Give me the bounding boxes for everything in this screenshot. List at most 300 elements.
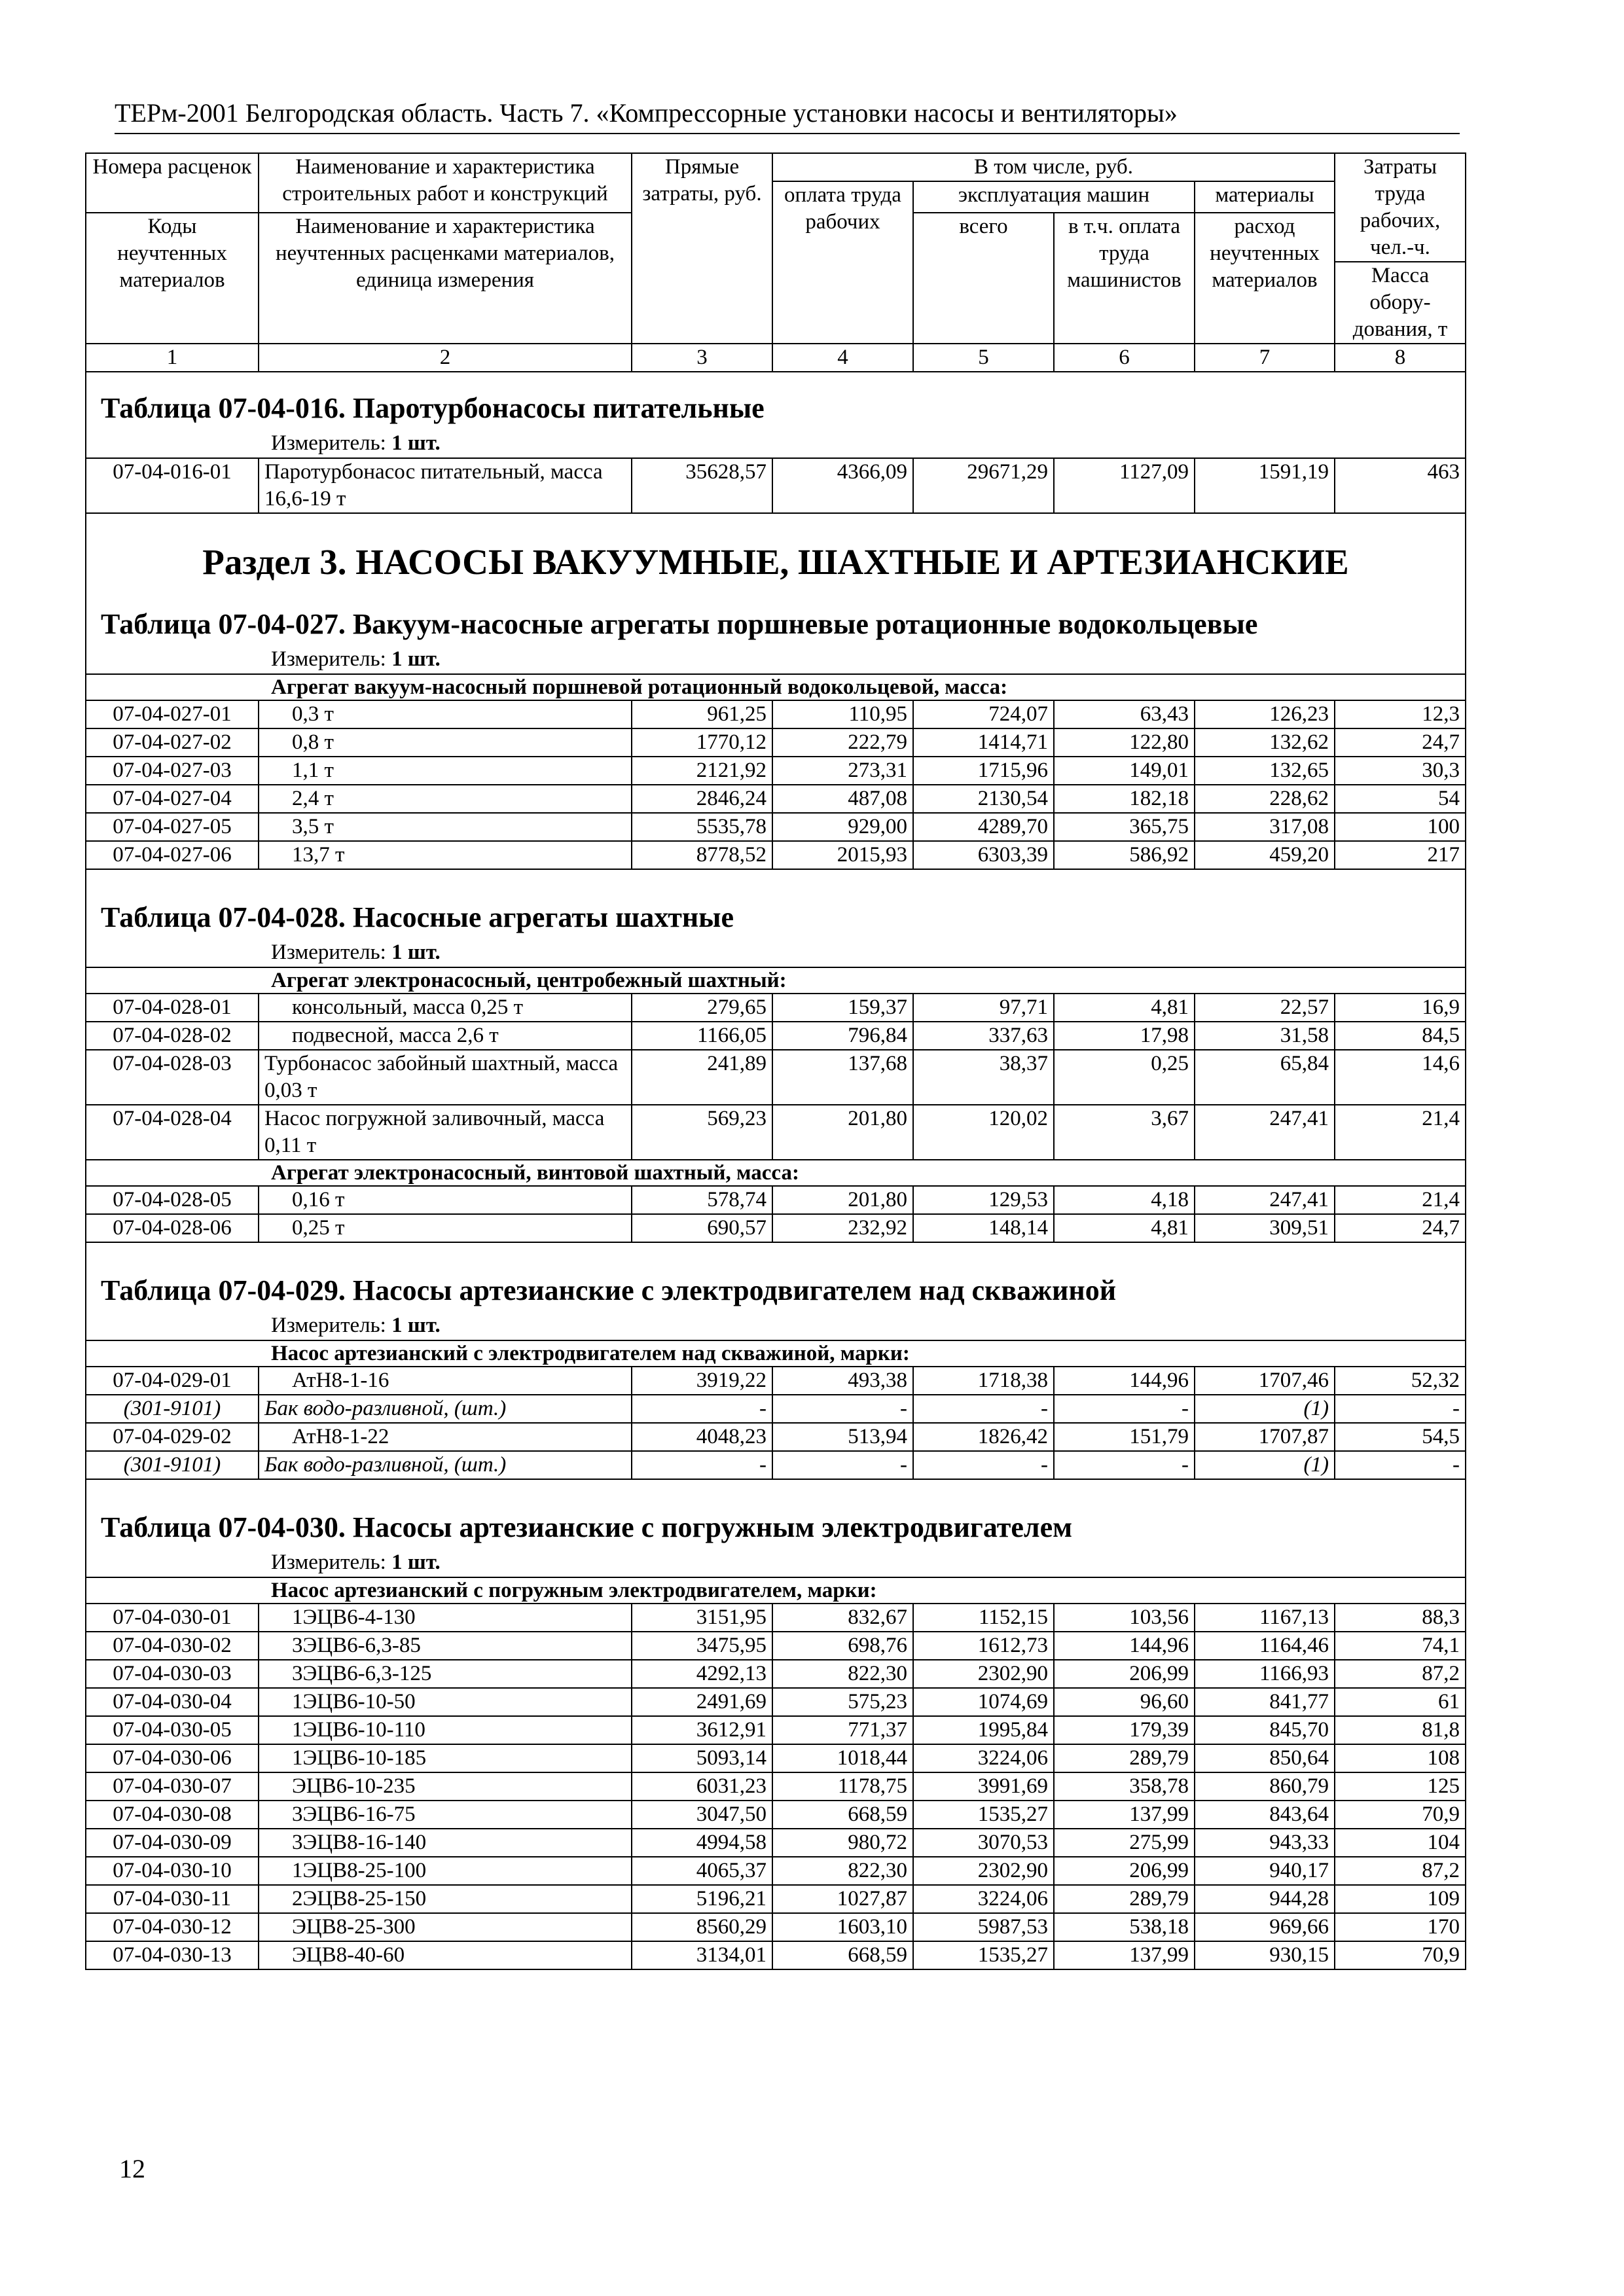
material-name: Бак водо-разливной, (шт.) <box>259 1451 632 1479</box>
material-m6: - <box>1054 1395 1195 1423</box>
col-8-subheader: Масса обору-дования, т <box>1335 262 1466 344</box>
table-row <box>86 813 1466 841</box>
rate-name: Турбонасос забойный шахтный, масса 0,03 т <box>259 1050 632 1105</box>
rate-name: 0,3 т <box>259 700 632 728</box>
rate-name: 3ЭЦВ6-6,3-125 <box>259 1660 632 1688</box>
rate-code: 07-04-030-11 <box>86 1885 259 1913</box>
value-v8: 24,7 <box>1335 728 1466 757</box>
value-v4: 232,92 <box>772 1214 913 1242</box>
value-v7: 247,41 <box>1195 1105 1335 1160</box>
value-v3: 3475,95 <box>632 1632 772 1660</box>
rate-code: 07-04-029-01 <box>86 1367 259 1395</box>
value-v7: 31,58 <box>1195 1022 1335 1050</box>
value-v6: 4,81 <box>1054 994 1195 1022</box>
value-v3: 2491,69 <box>632 1688 772 1716</box>
value-v8: 84,5 <box>1335 1022 1466 1050</box>
value-v3: 4065,37 <box>632 1857 772 1885</box>
measure-line <box>86 645 1466 674</box>
group-heading: Агрегат вакуум-насосный поршневой ротационный водокольцевой, масса: <box>86 674 1466 700</box>
value-v6: 358,78 <box>1054 1772 1195 1801</box>
table-row <box>86 728 1466 757</box>
table-row <box>86 1214 1466 1242</box>
value-v5: 3991,69 <box>913 1772 1054 1801</box>
measure-label: Измеритель: <box>271 1551 386 1574</box>
rate-name: 1ЭЦВ6-4-130 <box>259 1604 632 1632</box>
value-v8: 70,9 <box>1335 1801 1466 1829</box>
value-v7: 930,15 <box>1195 1941 1335 1969</box>
value-v3: 4292,13 <box>632 1660 772 1688</box>
table-title: Таблица 07-04-030. Насосы артезианские с погружным электродвигателем <box>86 1492 1466 1548</box>
material-m7: (1) <box>1195 1395 1335 1423</box>
table-row <box>86 994 1466 1022</box>
material-m8: - <box>1335 1395 1466 1423</box>
value-v5: 1612,73 <box>913 1632 1054 1660</box>
value-v6: 17,98 <box>1054 1022 1195 1050</box>
table-row <box>86 1105 1466 1160</box>
rate-name: 3ЭЦВ8-16-140 <box>259 1829 632 1857</box>
material-m5: - <box>913 1451 1054 1479</box>
value-v3: 569,23 <box>632 1105 772 1160</box>
value-v5: 120,02 <box>913 1105 1054 1160</box>
running-header: ТЕРм-2001 Белгородская область. Часть 7. «Компрессорные установки насосы и вентиляторы» <box>115 98 1178 128</box>
value-v8: 14,6 <box>1335 1050 1466 1105</box>
value-v4: 513,94 <box>772 1423 913 1451</box>
value-v6: 4,81 <box>1054 1214 1195 1242</box>
table-row <box>86 1050 1466 1105</box>
value-v4: 493,38 <box>772 1367 913 1395</box>
group-heading: Агрегат электронасосный, центробежный шахтный: <box>86 967 1466 994</box>
column-number: 5 <box>913 344 1054 372</box>
value-v7: 943,33 <box>1195 1829 1335 1857</box>
value-v6: 586,92 <box>1054 841 1195 869</box>
section-title: Раздел 3. НАСОСЫ ВАКУУМНЫЕ, ШАХТНЫЕ И АРТЕЗИАНСКИЕ <box>86 513 1466 588</box>
value-v8: 81,8 <box>1335 1716 1466 1744</box>
value-v3: 3612,91 <box>632 1716 772 1744</box>
table-row <box>86 1857 1466 1885</box>
value-v6: 206,99 <box>1054 1660 1195 1688</box>
measure-label: Измеритель: <box>271 647 386 671</box>
value-v8: 87,2 <box>1335 1857 1466 1885</box>
value-v7: 1164,46 <box>1195 1632 1335 1660</box>
rate-name: 0,8 т <box>259 728 632 757</box>
value-v7: 850,64 <box>1195 1744 1335 1772</box>
value-v8: 52,32 <box>1335 1367 1466 1395</box>
value-v6: 4,18 <box>1054 1186 1195 1214</box>
rate-code: 07-04-027-05 <box>86 813 259 841</box>
value-v4: 796,84 <box>772 1022 913 1050</box>
rate-name: 0,16 т <box>259 1186 632 1214</box>
measure-line <box>86 1548 1466 1577</box>
value-v7: 843,64 <box>1195 1801 1335 1829</box>
rate-name: 3ЭЦВ6-6,3-85 <box>259 1632 632 1660</box>
materials-header: материалы <box>1195 181 1335 213</box>
value-v6: 182,18 <box>1054 785 1195 813</box>
measure-value: 1 шт. <box>391 647 441 671</box>
column-number: 7 <box>1195 344 1335 372</box>
rate-code: 07-04-030-07 <box>86 1772 259 1801</box>
col-6-header: в т.ч. оплата труда машинистов <box>1054 213 1195 344</box>
measure-label: Измеритель: <box>271 941 386 964</box>
rate-code: 07-04-028-06 <box>86 1214 259 1242</box>
value-v4: 1178,75 <box>772 1772 913 1801</box>
table-row <box>86 841 1466 869</box>
column-number: 2 <box>259 344 632 372</box>
column-number-row <box>86 344 1466 372</box>
value-v5: 97,71 <box>913 994 1054 1022</box>
value-v3: 961,25 <box>632 700 772 728</box>
rate-name: 3,5 т <box>259 813 632 841</box>
rate-code: 07-04-027-03 <box>86 757 259 785</box>
group-row <box>86 967 1466 994</box>
rate-code: 07-04-027-01 <box>86 700 259 728</box>
value-v7: 22,57 <box>1195 994 1335 1022</box>
measure-value: 1 шт. <box>391 1314 441 1337</box>
value-v8: 87,2 <box>1335 1660 1466 1688</box>
value-v6: 103,56 <box>1054 1604 1195 1632</box>
value-v8: 88,3 <box>1335 1604 1466 1632</box>
rate-name: 1ЭЦВ8-25-100 <box>259 1857 632 1885</box>
measure-line <box>86 938 1466 967</box>
value-v7: 944,28 <box>1195 1885 1335 1913</box>
value-v8: 70,9 <box>1335 1941 1466 1969</box>
value-v4: 575,23 <box>772 1688 913 1716</box>
value-v3: 690,57 <box>632 1214 772 1242</box>
table-row <box>86 1801 1466 1829</box>
spacer <box>86 869 1466 882</box>
col-7-header: расход неучтенных материалов <box>1195 213 1335 344</box>
col-1-subheader: Коды неучтенных материалов <box>86 213 259 344</box>
value-v3: 578,74 <box>632 1186 772 1214</box>
value-v3: 3134,01 <box>632 1941 772 1969</box>
value-v5: 3070,53 <box>913 1829 1054 1857</box>
column-number: 6 <box>1054 344 1195 372</box>
material-m3: - <box>632 1451 772 1479</box>
value-v4: 1027,87 <box>772 1885 913 1913</box>
spacer <box>86 1242 1466 1255</box>
table-title-row <box>86 882 1466 938</box>
value-v3: 3151,95 <box>632 1604 772 1632</box>
value-v3: 3047,50 <box>632 1801 772 1829</box>
table-row <box>86 785 1466 813</box>
value-v4: 1603,10 <box>772 1913 913 1941</box>
value-v4: 201,80 <box>772 1105 913 1160</box>
page-number: 12 <box>119 2154 145 2183</box>
rate-name: 1ЭЦВ6-10-185 <box>259 1744 632 1772</box>
value-v7: 132,65 <box>1195 757 1335 785</box>
value-v4: 4366,09 <box>772 458 913 513</box>
value-v4: 1018,44 <box>772 1744 913 1772</box>
value-v5: 6303,39 <box>913 841 1054 869</box>
value-v5: 2302,90 <box>913 1857 1054 1885</box>
value-v7: 1707,87 <box>1195 1423 1335 1451</box>
rate-code: 07-04-030-09 <box>86 1829 259 1857</box>
measure-value: 1 шт. <box>391 941 441 964</box>
value-v8: 24,7 <box>1335 1214 1466 1242</box>
group-row <box>86 674 1466 700</box>
value-v6: 275,99 <box>1054 1829 1195 1857</box>
value-v7: 317,08 <box>1195 813 1335 841</box>
value-v6: 365,75 <box>1054 813 1195 841</box>
table-body <box>86 153 1466 1969</box>
value-v7: 228,62 <box>1195 785 1335 813</box>
table-row <box>86 1423 1466 1451</box>
value-v8: 54,5 <box>1335 1423 1466 1451</box>
rate-code: 07-04-028-04 <box>86 1105 259 1160</box>
value-v5: 1074,69 <box>913 1688 1054 1716</box>
group-heading: Агрегат электронасосный, винтовой шахтный, масса: <box>86 1160 1466 1186</box>
value-v6: 144,96 <box>1054 1632 1195 1660</box>
table-row <box>86 1688 1466 1716</box>
material-m5: - <box>913 1395 1054 1423</box>
table-title-row <box>86 588 1466 645</box>
value-v7: 845,70 <box>1195 1716 1335 1744</box>
estimate-table <box>85 152 1466 1970</box>
table-row <box>86 1186 1466 1214</box>
material-m4: - <box>772 1395 913 1423</box>
value-v7: 1707,46 <box>1195 1367 1335 1395</box>
value-v6: 96,60 <box>1054 1688 1195 1716</box>
value-v8: 125 <box>1335 1772 1466 1801</box>
value-v4: 668,59 <box>772 1801 913 1829</box>
value-v7: 132,62 <box>1195 728 1335 757</box>
col-3-header: Прямые затраты, руб. <box>632 153 772 344</box>
value-v7: 1166,93 <box>1195 1660 1335 1688</box>
rate-code: 07-04-030-08 <box>86 1801 259 1829</box>
value-v7: 940,17 <box>1195 1857 1335 1885</box>
rate-code: 07-04-016-01 <box>86 458 259 513</box>
value-v8: 61 <box>1335 1688 1466 1716</box>
value-v4: 822,30 <box>772 1857 913 1885</box>
rate-code: 07-04-027-04 <box>86 785 259 813</box>
rate-code: 07-04-030-04 <box>86 1688 259 1716</box>
value-v6: 1127,09 <box>1054 458 1195 513</box>
value-v3: 35628,57 <box>632 458 772 513</box>
value-v8: 100 <box>1335 813 1466 841</box>
header-rule <box>115 133 1460 134</box>
value-v5: 3224,06 <box>913 1744 1054 1772</box>
rate-name: 3ЭЦВ6-16-75 <box>259 1801 632 1829</box>
column-number: 4 <box>772 344 913 372</box>
table-row <box>86 1022 1466 1050</box>
value-v8: 74,1 <box>1335 1632 1466 1660</box>
rate-code: 07-04-028-03 <box>86 1050 259 1105</box>
value-v6: 289,79 <box>1054 1744 1195 1772</box>
value-v5: 1414,71 <box>913 728 1054 757</box>
rate-name: Паротурбонасос питательный, масса 16,6-19 т <box>259 458 632 513</box>
value-v6: 206,99 <box>1054 1857 1195 1885</box>
value-v3: 3919,22 <box>632 1367 772 1395</box>
value-v4: 980,72 <box>772 1829 913 1857</box>
rate-name: 1,1 т <box>259 757 632 785</box>
spacer-row <box>86 869 1466 882</box>
value-v4: 2015,93 <box>772 841 913 869</box>
value-v5: 5987,53 <box>913 1913 1054 1941</box>
rate-name: подвесной, масса 2,6 т <box>259 1022 632 1050</box>
rate-name: 0,25 т <box>259 1214 632 1242</box>
rate-name: 2,4 т <box>259 785 632 813</box>
material-m6: - <box>1054 1451 1195 1479</box>
table-row <box>86 1913 1466 1941</box>
value-v4: 110,95 <box>772 700 913 728</box>
rate-code: 07-04-030-06 <box>86 1744 259 1772</box>
measure-row <box>86 938 1466 967</box>
rate-code: 07-04-030-12 <box>86 1913 259 1941</box>
value-v5: 2302,90 <box>913 1660 1054 1688</box>
value-v4: 137,68 <box>772 1050 913 1105</box>
column-number: 3 <box>632 344 772 372</box>
column-number: 8 <box>1335 344 1466 372</box>
value-v7: 247,41 <box>1195 1186 1335 1214</box>
value-v8: 30,3 <box>1335 757 1466 785</box>
value-v8: 104 <box>1335 1829 1466 1857</box>
table-row <box>86 700 1466 728</box>
value-v3: 5535,78 <box>632 813 772 841</box>
table-title-row <box>86 1255 1466 1311</box>
incl-header: В том числе, руб. <box>772 153 1335 181</box>
value-v4: 771,37 <box>772 1716 913 1744</box>
rate-code: 07-04-030-05 <box>86 1716 259 1744</box>
group-heading: Насос артезианский с электродвигателем над скважиной, марки: <box>86 1340 1466 1367</box>
value-v5: 337,63 <box>913 1022 1054 1050</box>
value-v5: 29671,29 <box>913 458 1054 513</box>
value-v6: 137,99 <box>1054 1801 1195 1829</box>
value-v3: 5196,21 <box>632 1885 772 1913</box>
value-v7: 309,51 <box>1195 1214 1335 1242</box>
value-v6: 63,43 <box>1054 700 1195 728</box>
material-m7: (1) <box>1195 1451 1335 1479</box>
measure-row <box>86 645 1466 674</box>
col-4-header: оплата труда рабочих <box>772 181 913 344</box>
value-v6: 289,79 <box>1054 1885 1195 1913</box>
group-row <box>86 1577 1466 1604</box>
value-v7: 860,79 <box>1195 1772 1335 1801</box>
value-v5: 38,37 <box>913 1050 1054 1105</box>
rate-name: 1ЭЦВ6-10-50 <box>259 1688 632 1716</box>
measure-row <box>86 1311 1466 1340</box>
value-v8: 12,3 <box>1335 700 1466 728</box>
value-v5: 1826,42 <box>913 1423 1054 1451</box>
value-v4: 222,79 <box>772 728 913 757</box>
table-row <box>86 1772 1466 1801</box>
col-2-subheader: Наименование и характеристика неучтенных расценками материалов, единица измерения <box>259 213 632 344</box>
value-v8: 54 <box>1335 785 1466 813</box>
table-title: Таблица 07-04-029. Насосы артезианские с электродвигателем над скважиной <box>86 1255 1466 1311</box>
measure-label: Измеритель: <box>271 1314 386 1337</box>
spacer-row <box>86 1479 1466 1492</box>
measure-row <box>86 429 1466 458</box>
table-title-row <box>86 372 1466 429</box>
value-v5: 2130,54 <box>913 785 1054 813</box>
value-v7: 969,66 <box>1195 1913 1335 1941</box>
machines-header: эксплуатация машин <box>913 181 1195 213</box>
col-8-header: Затраты труда рабочих, чел.-ч. <box>1335 153 1466 262</box>
rate-code: 07-04-030-13 <box>86 1941 259 1969</box>
value-v6: 137,99 <box>1054 1941 1195 1969</box>
value-v8: 463 <box>1335 458 1466 513</box>
value-v3: 8778,52 <box>632 841 772 869</box>
value-v5: 3224,06 <box>913 1885 1054 1913</box>
rate-name: консольный, масса 0,25 т <box>259 994 632 1022</box>
rate-name: 13,7 т <box>259 841 632 869</box>
value-v8: 16,9 <box>1335 994 1466 1022</box>
rate-code: 07-04-030-03 <box>86 1660 259 1688</box>
value-v7: 841,77 <box>1195 1688 1335 1716</box>
value-v3: 1166,05 <box>632 1022 772 1050</box>
value-v4: 929,00 <box>772 813 913 841</box>
value-v4: 668,59 <box>772 1941 913 1969</box>
value-v5: 1535,27 <box>913 1941 1054 1969</box>
table-row <box>86 1632 1466 1660</box>
value-v5: 1535,27 <box>913 1801 1054 1829</box>
value-v3: 8560,29 <box>632 1913 772 1941</box>
table-row <box>86 1660 1466 1688</box>
table-title: Таблица 07-04-016. Паротурбонасосы питательные <box>86 372 1466 429</box>
value-v3: 4048,23 <box>632 1423 772 1451</box>
table-title: Таблица 07-04-027. Вакуум-насосные агрегаты поршневые ротационные водокольцевые <box>86 588 1466 645</box>
rate-name: АтН8-1-16 <box>259 1367 632 1395</box>
value-v4: 822,30 <box>772 1660 913 1688</box>
value-v5: 1715,96 <box>913 757 1054 785</box>
value-v3: 5093,14 <box>632 1744 772 1772</box>
value-v4: 698,76 <box>772 1632 913 1660</box>
spacer <box>86 1479 1466 1492</box>
value-v3: 1770,12 <box>632 728 772 757</box>
rate-name: 2ЭЦВ8-25-150 <box>259 1885 632 1913</box>
value-v6: 151,79 <box>1054 1423 1195 1451</box>
rate-code: 07-04-028-02 <box>86 1022 259 1050</box>
rate-name: Насос погружной заливочный, масса 0,11 т <box>259 1105 632 1160</box>
value-v4: 832,67 <box>772 1604 913 1632</box>
value-v6: 538,18 <box>1054 1913 1195 1941</box>
table-row <box>86 1744 1466 1772</box>
value-v8: 21,4 <box>1335 1186 1466 1214</box>
value-v7: 65,84 <box>1195 1050 1335 1105</box>
group-heading: Насос артезианский с погружным электродвигателем, марки: <box>86 1577 1466 1604</box>
rate-code: 07-04-027-02 <box>86 728 259 757</box>
group-row <box>86 1160 1466 1186</box>
value-v3: 279,65 <box>632 994 772 1022</box>
table-row <box>86 1367 1466 1395</box>
material-row <box>86 1451 1466 1479</box>
value-v7: 1167,13 <box>1195 1604 1335 1632</box>
material-code: (301-9101) <box>86 1451 259 1479</box>
material-m4: - <box>772 1451 913 1479</box>
value-v5: 148,14 <box>913 1214 1054 1242</box>
rate-code: 07-04-028-05 <box>86 1186 259 1214</box>
rate-name: 1ЭЦВ6-10-110 <box>259 1716 632 1744</box>
table-row <box>86 1885 1466 1913</box>
table-row <box>86 1941 1466 1969</box>
rate-code: 07-04-027-06 <box>86 841 259 869</box>
measure-row <box>86 1548 1466 1577</box>
value-v3: 241,89 <box>632 1050 772 1105</box>
col-2-header: Наименование и характеристика строительных работ и конструкций <box>259 153 632 213</box>
material-m3: - <box>632 1395 772 1423</box>
value-v3: 2846,24 <box>632 785 772 813</box>
material-row <box>86 1395 1466 1423</box>
value-v7: 126,23 <box>1195 700 1335 728</box>
value-v8: 217 <box>1335 841 1466 869</box>
value-v5: 724,07 <box>913 700 1054 728</box>
value-v8: 170 <box>1335 1913 1466 1941</box>
rate-name: ЭЦВ8-25-300 <box>259 1913 632 1941</box>
material-m8: - <box>1335 1451 1466 1479</box>
rate-name: АтН8-1-22 <box>259 1423 632 1451</box>
value-v7: 459,20 <box>1195 841 1335 869</box>
col-1-header: Номера расценок <box>86 153 259 213</box>
table-title-row <box>86 1492 1466 1548</box>
value-v8: 109 <box>1335 1885 1466 1913</box>
